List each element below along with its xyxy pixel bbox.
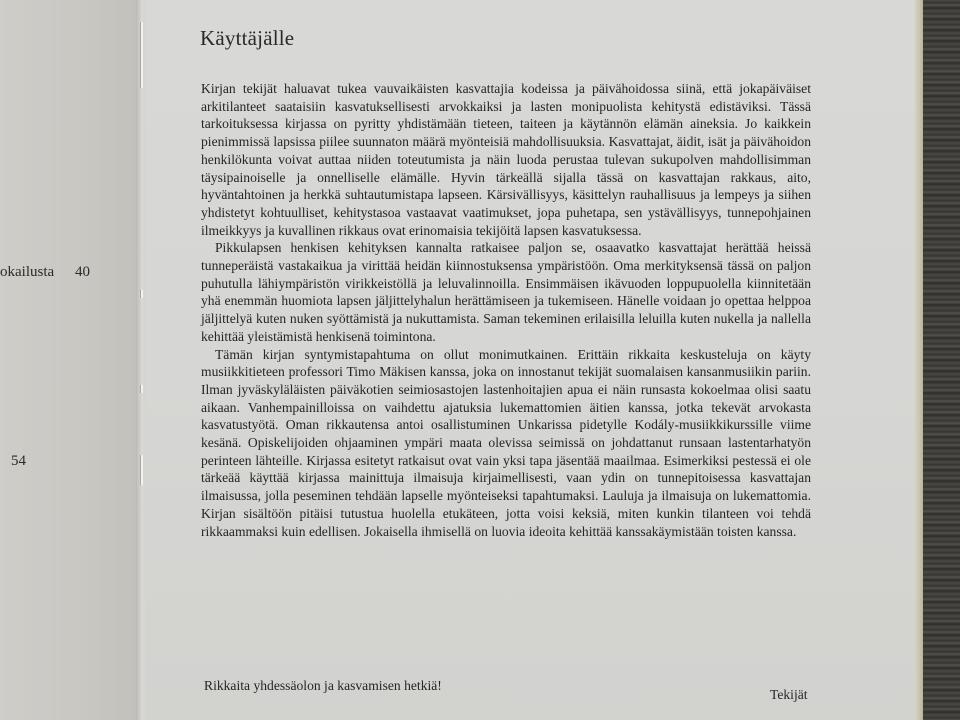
left-page: [0, 0, 140, 720]
binding-stitch: [140, 22, 143, 88]
binding-stitch: [140, 385, 143, 393]
signature: Tekijät: [770, 687, 808, 702]
toc-entry-text: okailusta: [0, 264, 55, 280]
table-surface: [922, 0, 960, 720]
paragraph: Kirjan tekijät haluavat tukea vauvaikäisten kasvattajia kodeissa ja päivähoidossa siinä, että jokapäiväiset arkitilanteet saataisiin kasvatuksellisesti arvokkaiksi ja lasten monipuolista kehitystä edistäviksi. Tässä tarkoituksessa kirjassa on pyritty yhdistämään tieteen, taiteen ja käytännön elämän aineksia. Jo kaikkein pienimmissä lapsissa piilee suunnaton määrä myönteisiä mahdollisuuksia. Kasvattajat, äidit, isät ja päivähoidon henkilökunta voivat auttaa niiden toteutumista ja näin luoda perustaa tulevan sukupolven mahdollisimman täysipainoiselle ja onnelliselle elämälle. Hyvin tärkeällä sijalla tässä on kasvattajan rakkaus, aito, hyväntahtoinen ja herkkä suhtautumistapa lapseen. Kärsivällisyys, käsittelyn rauhallisuus ja lempeys ja siihen yhdistetyt kohtuulliset, kehitystasoa vastaavat vaatimukset, jopa puhetapa, sen ystävällisyys, tunnepohjainen ilmeikkyys ja kuvallinen rikkaus ovat erinomaisia tekijöitä lapsen kasvatuksessa.: [201, 81, 811, 238]
paragraph: Pikkulapsen henkisen kehityksen kannalta ratkaisee paljon se, osaavatko kasvattajat herättää heissä tunneperäistä vastakaikua ja virittää heidän kiinnostuksensa ympäristöön. Oma merkityksensä tässä on paljon puhutulla lähiympäristön virikkeistöllä ja leluvalinnoilla. Ensimmäisen ikävuoden loppupuolella kiinnitetään yhä enemmän huomiota lapsen jäljittelyhalun herättämiseen ja tukemiseen. Hänelle voidaan jo opettaa helppoa jäljittelyä kuten nuken syöttämistä ja nukuttamista. Saman tekeminen erilaisilla leluilla kuten nukella ja nallella kehittää yleistämistä henkisenä toimintona.: [201, 240, 811, 344]
body-text: [201, 80, 811, 540]
binding-stitch: [140, 290, 143, 298]
page-title: Käyttäjälle: [200, 26, 295, 50]
closing-line: Rikkaita yhdessäolon ja kasvamisen hetkiä!: [204, 678, 442, 693]
page-edges: [914, 0, 923, 720]
toc-entry-page-number: 40: [75, 264, 90, 280]
paragraph: Tämän kirjan syntymistapahtuma on ollut monimutkainen. Erittäin rikkaita keskusteluja on käyty musiikkitieteen professori Timo Mäkisen kanssa, joka on innostanut tekijät suomalaisen kansanmusiikin pariin. Ilman jyväskyläläisten päiväkotien seimiosastojen lastenhoitajien apua ei näin runsasta kokoelmaa olisi saatu aikaan. Vanhempainilloissa on vaihdettu ajatuksia lukemattomien äitien kanssa, jotka tekevät arvokasta kasvatustyötä. Oman rikkautensa antoi osallistuminen Unkarissa pidetylle Kodály-musiikkikurssille viime kesänä. Opiskelijoiden ohjaaminen ympäri maata olevissa seimissä on johdattanut runsaan lastentarhatyön perinteen lähteille. Kirjassa esitetyt ratkaisut ovat vain yksi tapa jäsentää maailmaa. Esimerkiksi pestessä ei ole tärkeää käyttää kirjassa mainittuja ilmaisuja kirjaimellisesti, vaan ydin on tunnepitoisessa kasvattajan ilmaisussa, jolla peseminen tehdään lapselle myönteiseksi tapahtumaksi. Lauluja ja ilmaisuja on lukemattomia. Kirjan sisältöön pitäisi tutustua huolella etukäteen, jotta voisi keksiä, miten kunkin tilanteen voi tehdä rikkaammaksi kuin edellisen. Jokaisella ihmisellä on luovia ideoita kehittää kanssakäymistään toisten kanssa.: [201, 346, 811, 539]
book-gutter: [136, 0, 146, 720]
toc-entry-page-number: 54: [11, 453, 26, 469]
binding-stitch: [140, 455, 143, 485]
